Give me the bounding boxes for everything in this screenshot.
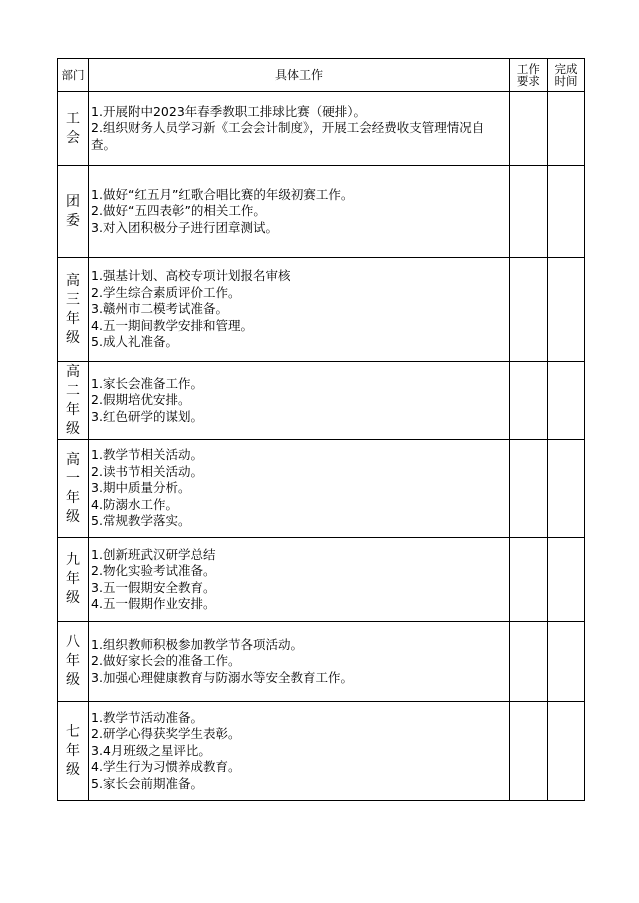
work-item: 4.五一假期作业安排。 xyxy=(91,596,216,611)
work-item: 5.常规教学落实。 xyxy=(91,513,191,529)
work-cell xyxy=(89,92,510,166)
work-item: 1.强基计划、高校专项计划报名审核 xyxy=(91,268,291,284)
work-item: 3.红色研学的谋划。 xyxy=(91,408,203,424)
work-item: 2.做好家长会的准备工作。 xyxy=(91,653,241,669)
table-row xyxy=(58,362,585,440)
work-item: 1.教学节活动准备。 xyxy=(91,709,203,725)
table-row xyxy=(58,166,585,258)
work-cell xyxy=(89,538,510,622)
requirement-cell[interactable] xyxy=(509,702,547,801)
dept-cell: 高二年级 xyxy=(58,362,89,440)
time-cell[interactable] xyxy=(547,440,584,538)
dept-cell: 八年级 xyxy=(58,622,89,702)
work-item: 2.组织财务人员学习新《工会会计制度》，开展工会经费收支管理情况自查。 xyxy=(91,120,485,152)
work-item: 2.做好“五四表彰”的相关工作。 xyxy=(91,203,266,219)
work-item: 2.读书节相关活动。 xyxy=(91,463,203,479)
work-item: 3.期中质量分析。 xyxy=(91,480,191,496)
table-header-row xyxy=(58,59,585,92)
work-item: 1.做好“红五月”红歌合唱比赛的年级初赛工作。 xyxy=(91,186,354,202)
time-cell[interactable] xyxy=(547,538,584,622)
requirement-cell[interactable] xyxy=(509,362,547,440)
work-item: 3.对入团积极分子进行团章测试。 xyxy=(91,219,278,235)
requirement-cell[interactable] xyxy=(509,258,547,362)
table-body xyxy=(58,92,585,801)
dept-cell: 工会 xyxy=(58,92,89,166)
header-requirement: 工作要求 xyxy=(509,59,547,92)
dept-cell: 高三年级 xyxy=(58,258,89,362)
work-cell xyxy=(89,440,510,538)
work-item: 1.开展附中2023年春季教职工排球比赛（硬排）。 xyxy=(91,103,367,119)
work-item: 4.五一期间教学安排和管理。 xyxy=(91,317,253,333)
work-cell xyxy=(89,362,510,440)
work-item: 5.成人礼准备。 xyxy=(91,334,178,350)
work-cell xyxy=(89,702,510,801)
work-item: 3.4月班级之星评比。 xyxy=(91,742,211,758)
requirement-cell[interactable] xyxy=(509,622,547,702)
header-dept: 部门 xyxy=(58,59,89,92)
table-row xyxy=(58,258,585,362)
time-cell[interactable] xyxy=(547,622,584,702)
requirement-cell[interactable] xyxy=(509,166,547,258)
dept-cell: 高一年级 xyxy=(58,440,89,538)
work-item: 2.学生综合素质评价工作。 xyxy=(91,284,241,300)
work-item: 1.组织教师积极参加教学节各项活动。 xyxy=(91,636,303,652)
table-row xyxy=(58,440,585,538)
time-cell[interactable] xyxy=(547,258,584,362)
requirement-cell[interactable] xyxy=(509,538,547,622)
work-plan-table xyxy=(57,58,585,801)
time-cell[interactable] xyxy=(547,702,584,801)
dept-cell: 九年级 xyxy=(58,538,89,622)
work-item: 2.假期培优安排。 xyxy=(91,392,191,408)
work-item: 4.防溺水工作。 xyxy=(91,496,178,512)
header-work: 具体工作 xyxy=(89,59,510,92)
work-item: 1.教学节相关活动。 xyxy=(91,447,203,463)
work-item: 1.创新班武汉研学总结 xyxy=(91,546,216,562)
table-row xyxy=(58,92,585,166)
work-item: 3.加强心理健康教育与防溺水等安全教育工作。 xyxy=(91,669,353,685)
dept-cell: 七年级 xyxy=(58,702,89,801)
work-item: 3.五一假期安全教育。 xyxy=(91,579,216,595)
table-row xyxy=(58,538,585,622)
work-item: 2.物化实验考试准备。 xyxy=(91,563,216,578)
work-item: 5.家长会前期准备。 xyxy=(91,775,203,791)
table-row xyxy=(58,702,585,801)
work-item: 2.研学心得获奖学生表彰。 xyxy=(91,726,241,742)
work-item: 1.家长会准备工作。 xyxy=(91,375,203,391)
table-row xyxy=(58,622,585,702)
work-item: 3.赣州市二模考试准备。 xyxy=(91,301,228,317)
work-cell xyxy=(89,166,510,258)
time-cell[interactable] xyxy=(547,166,584,258)
time-cell[interactable] xyxy=(547,362,584,440)
work-cell xyxy=(89,258,510,362)
dept-cell: 团委 xyxy=(58,166,89,258)
header-time: 完成时间 xyxy=(547,59,584,92)
requirement-cell[interactable] xyxy=(509,440,547,538)
work-item: 4.学生行为习惯养成教育。 xyxy=(91,759,241,775)
requirement-cell[interactable] xyxy=(509,92,547,166)
work-cell xyxy=(89,622,510,702)
time-cell[interactable] xyxy=(547,92,584,166)
